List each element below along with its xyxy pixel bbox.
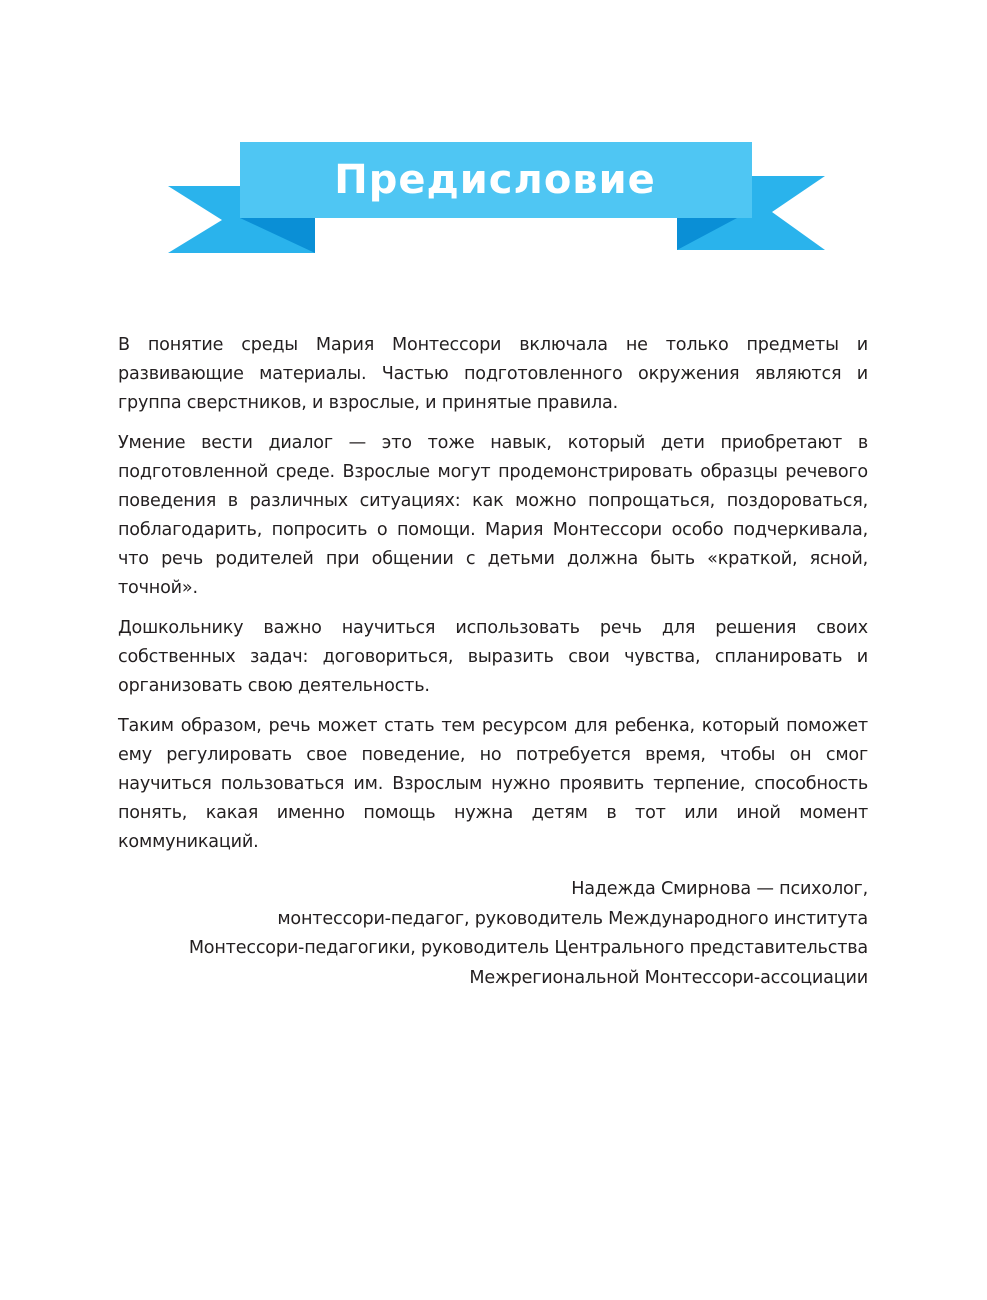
paragraph-1: В понятие среды Мария Монтессори включала не только предметы и развивающие материалы. Частью подготовленного окружения являются и группа сверстников, и взрослые, и принятые правила. xyxy=(118,335,868,413)
signature-line-4: Межрегиональной Монтессори-ассоциации xyxy=(469,967,868,988)
signature-line-3: Монтессори-педагогики, руководитель Центрального представительства xyxy=(188,938,868,958)
paragraph-4: Таким образом, речь может стать тем ресурсом для ребенка, который поможет ему регулировать свое поведение, но потребуется время, чтобы он смог научиться пользоваться им. Взрослым нужно проявить терпение, способность понять, какая именно помощь нужна детям в тот или иной момент коммуникаций. xyxy=(118,716,868,852)
foreword-body xyxy=(118,331,868,868)
page-title: Предисловие xyxy=(334,157,656,203)
title-banner xyxy=(160,128,830,258)
signature-line-2: монтессори-педагог, руководитель Международного института xyxy=(277,908,868,929)
author-signature xyxy=(118,875,868,993)
paragraph-3: Дошкольнику важно научиться использовать речь для решения своих собственных задач: договориться, выразить свои чувства, спланировать и организовать свою деятельность. xyxy=(118,618,868,696)
signature-line-1: Надежда Смирнова — психолог, xyxy=(571,879,868,899)
paragraph-2: Умение вести диалог — это тоже навык, который дети приобретают в подготовленной среде. Взрослые могут продемонстрировать образцы речевого поведения в различных ситуациях: как можно попрощаться, поздороваться, поблагодарить, попросить о помощи. Мария Монтессори особо подчеркивала, что речь родителей при общении с детьми должна быть «краткой, ясной, точной». xyxy=(118,433,868,598)
